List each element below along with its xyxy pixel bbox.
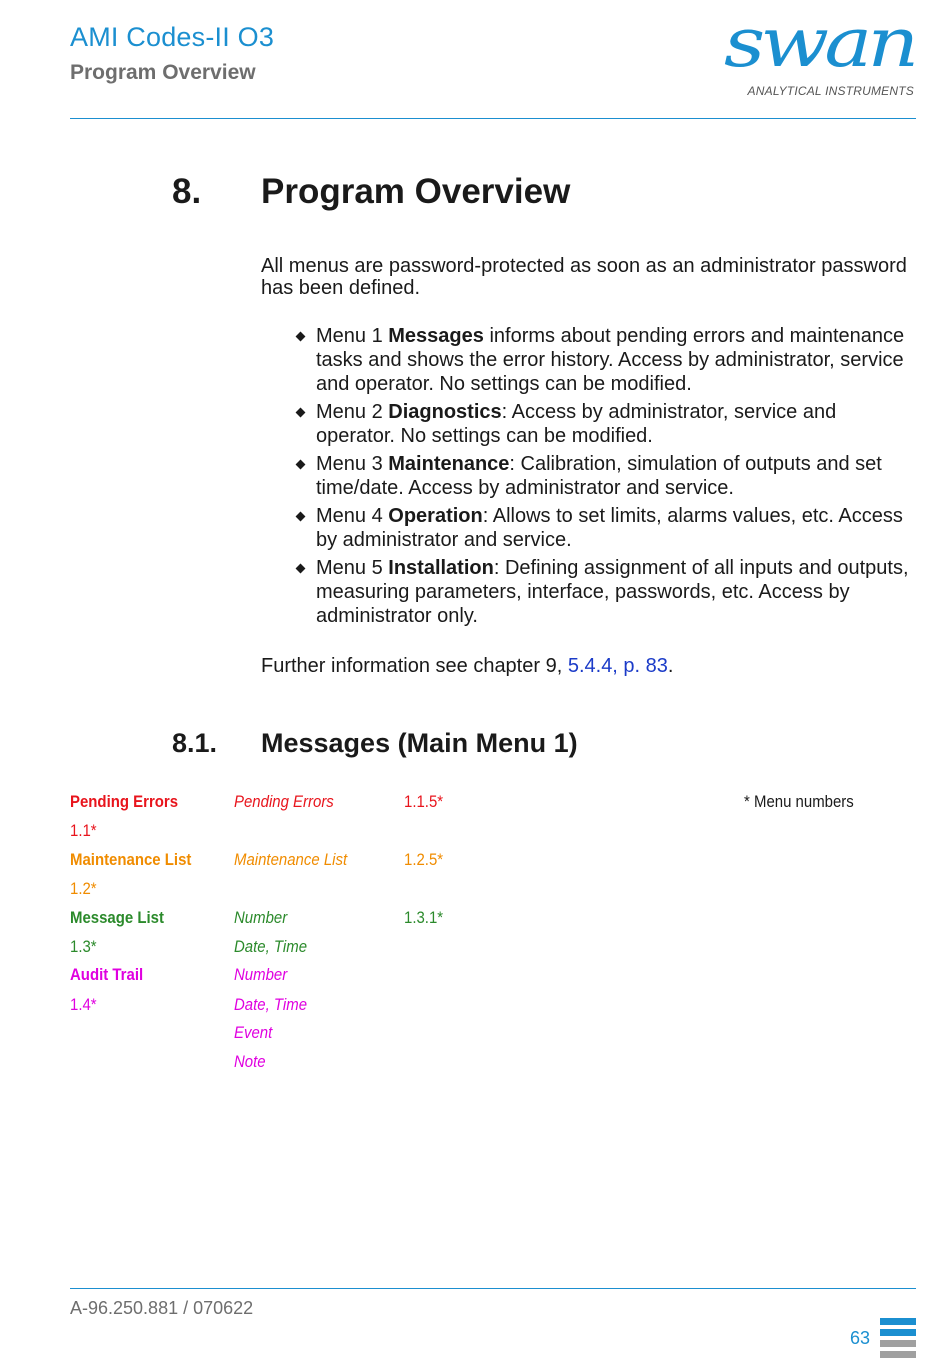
page-number: 63 [850, 1328, 871, 1348]
maintenance-list-number: 1.2* [70, 879, 97, 898]
pending-errors-sub-number: 1.1.5* [404, 792, 444, 811]
audit-trail-label: Audit Trail [70, 965, 144, 984]
maintenance-list-label: Maintenance List [70, 850, 192, 869]
bullet-item: Menu 1 Messages informs about pending errors and maintenance tasks and shows the error history. Access by administrator, service and operator. No settings can be modified. [296, 324, 916, 396]
footer-bars-icon [880, 1318, 916, 1360]
section-number: 8. [172, 172, 202, 211]
document-title: AMI Codes-II O3 [70, 22, 275, 52]
footer-bar [880, 1329, 916, 1336]
message-list-label: Message List [70, 908, 164, 927]
audit-trail-number: 1.4* [70, 995, 97, 1014]
maintenance-list-sub: Maintenance List [234, 850, 348, 869]
bullet-item: Menu 3 Maintenance: Calibration, simulation of outputs and set time/date. Access by administrator and service. [296, 452, 916, 500]
audit-trail-sub-event: Event [234, 1023, 273, 1042]
message-list-sub-menu-number: 1.3.1* [404, 908, 444, 927]
footer-bar [880, 1351, 916, 1358]
swan-logo [723, 4, 920, 102]
message-list-sub-number-field: Number [234, 908, 288, 927]
menu-bullet-list [296, 324, 916, 632]
menu-numbers-note: * Menu numbers [744, 792, 854, 811]
audit-trail-sub-date-time: Date, Time [234, 995, 308, 1014]
maintenance-list-sub-number: 1.2.5* [404, 850, 444, 869]
document-number: A-96.250.881 / 070622 [70, 1298, 254, 1318]
document-subtitle: Program Overview [70, 61, 256, 84]
bullet-diamond-icon [296, 408, 306, 418]
header-divider [70, 118, 916, 119]
message-list-number: 1.3* [70, 937, 97, 956]
bullet-item: Menu 5 Installation: Defining assignment of all inputs and outputs, measuring parameters, interface, passwords, etc. Access by administrator only. [296, 556, 916, 628]
audit-trail-sub-note: Note [234, 1052, 266, 1071]
message-list-sub-date-time: Date, Time [234, 937, 308, 956]
subsection-number: 8.1. [172, 728, 218, 758]
logo-wordmark: swan [723, 4, 914, 83]
footer-bar [880, 1340, 916, 1347]
bullet-item: Menu 4 Operation: Allows to set limits, alarms values, etc. Access by administrator and service. [296, 504, 916, 552]
bullet-diamond-icon [296, 512, 306, 522]
footer-divider [70, 1288, 916, 1289]
bullet-diamond-icon [296, 332, 306, 342]
bullet-diamond-icon [296, 460, 306, 470]
subsection-title: Messages (Main Menu 1) [261, 728, 578, 758]
section-title: Program Overview [261, 172, 571, 211]
pending-errors-sub: Pending Errors [234, 792, 334, 811]
bullet-item: Menu 2 Diagnostics: Access by administrator, service and operator. No settings can be modified. [296, 400, 916, 448]
bullet-diamond-icon [296, 564, 306, 574]
pending-errors-number: 1.1* [70, 821, 97, 840]
audit-trail-sub-number: Number [234, 965, 288, 984]
intro-paragraph: All menus are password-protected as soon as an administrator password has been defined. [261, 255, 907, 299]
further-info: Further information see chapter 9, 5.4.4, p. 83. [261, 655, 674, 677]
footer-bar [880, 1318, 916, 1325]
logo-tagline: ANALYTICAL INSTRUMENTS [747, 84, 914, 98]
chapter-link[interactable]: 5.4.4, p. 83 [567, 655, 668, 677]
pending-errors-label: Pending Errors [70, 792, 179, 811]
